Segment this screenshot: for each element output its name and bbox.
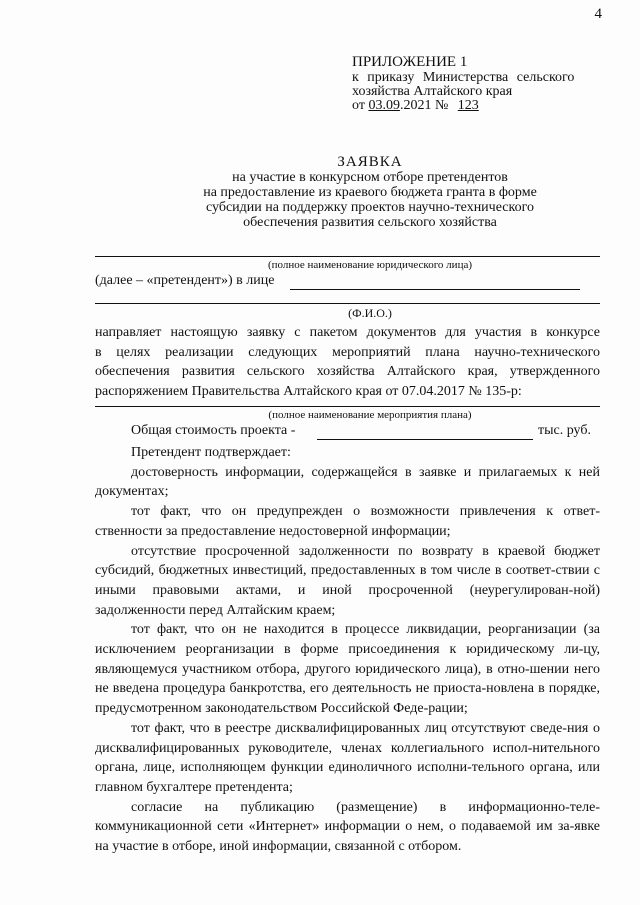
confirm-no-debt: отсутствие просроченной задолженности по возврату в краевой бюджет субсидий, бюджетных инвестиций, предоставленных в том числе в соответ-ствии с иными правовыми актами, и иной просроченной (неурегулирован-ной) задолженности перед Алтайским краем; [95, 543, 600, 618]
cost-blank [317, 439, 533, 440]
fio-blank [95, 303, 600, 304]
confirm-no-disqualified: тот факт, что в реестре дисквалифицированных лиц отсутствуют сведе-ния о дисквалифицированных руководителе, членах коллегиального испол-нительного органа, лице, исполняющем функции единоличного исполни-тельного органа, или главном бухгалтере претендента; [95, 720, 600, 795]
appendix-date-prefix: от [352, 98, 365, 113]
representative-blank [290, 289, 580, 290]
measure-caption: (полное наименование мероприятия плана) [268, 409, 472, 421]
fio-caption: (Ф.И.О.) [348, 306, 392, 320]
appendix-line-2: хозяйства Алтайского края [352, 84, 513, 99]
intro-line-3: обеспечения развития сельского хозяйства Алтайского края, утвержденного [95, 364, 600, 380]
intro-line-1: направляет настоящую заявку с пакетом документов для участия в конкурсе [95, 325, 600, 340]
heading-line-1: на участие в конкурсном отборе претендентов [232, 170, 508, 185]
heading-line-2: на предоставление из краевого бюджета гранта в форме [203, 185, 537, 200]
application-heading [0, 155, 640, 230]
appendix-line-1: к приказу Министерства сельского [352, 70, 575, 85]
cost-unit: тыс. руб. [538, 423, 591, 438]
intro-line-2: в целях реализации следующих мероприятий плана научно-технического [95, 344, 600, 360]
confirm-not-liquidated: тот факт, что он не находится в процессе ликвидации, реорганизации (за исключением реорганизации в форме присоединения к юридическому ли-цу, являющемуся участником отбора, другого юридического лица), в отно-шении него не введена процедура банкротства, его деятельность не приоста-новлена в порядке, предусмотренном законодательством Российской Феде-рации; [95, 622, 600, 717]
application-title: ЗАЯВКА [337, 154, 403, 170]
measure-blank [95, 406, 600, 407]
cost-label: Общая стоимость проекта - [131, 423, 296, 438]
intro-paragraph [95, 323, 600, 402]
confirmations [95, 443, 600, 857]
appendix-date: 03.09 [368, 98, 400, 113]
heading-line-4: обеспечения развития сельского хозяйства [243, 215, 497, 230]
confirm-liability-warning: тот факт, что он предупрежден о возможности привлечения к ответ-ственности за предоставление недостоверной информации; [95, 504, 600, 539]
page-number: 4 [594, 6, 602, 22]
confirms-heading: Претендент подтверждает: [131, 445, 291, 460]
appendix-date-line [352, 98, 479, 113]
pretendent-line-label: (далее – «претендент») в лице [95, 273, 275, 288]
appendix-date-year: .2021 № [399, 98, 449, 113]
org-name-caption: (полное наименование юридического лица) [267, 259, 472, 271]
org-name-blank [95, 256, 600, 257]
appendix-title: ПРИЛОЖЕНИЕ 1 [352, 54, 468, 70]
confirm-reliability: достоверность информации, содержащейся в заявке и прилагаемых к ней документах; [95, 464, 600, 500]
confirm-publication-consent: согласие на публикацию (размещение) в информационно-теле-коммуникационной сети «Интернет» информации о нем, о подаваемой им за-явке на участие в отборе, иной информации, связанной с отбором. [95, 799, 600, 855]
heading-line-3: субсидии на поддержку проектов научно-технического [206, 200, 534, 215]
intro-line-4: распоряжением Правительства Алтайского края от 07.04.2017 № 135-р: [95, 384, 522, 400]
appendix-number: 123 [457, 98, 479, 113]
